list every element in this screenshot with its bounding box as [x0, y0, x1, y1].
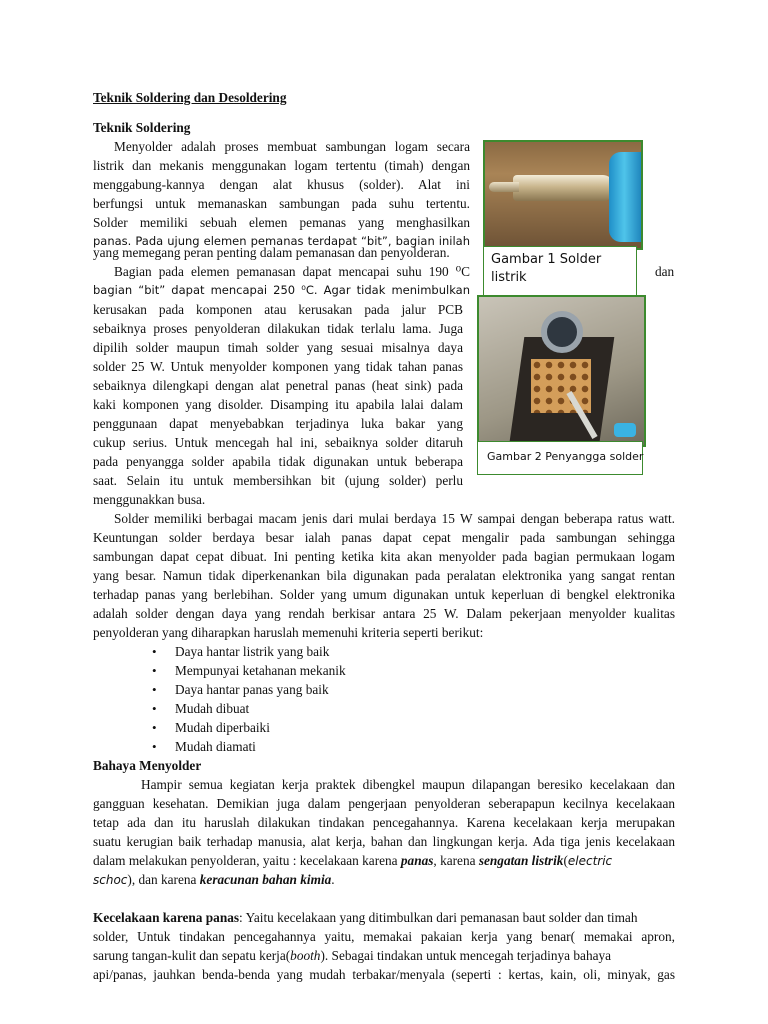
text-run: , karena — [433, 853, 479, 868]
paragraph-line: Menyolder adalah proses membuat sambungan logam secara — [114, 139, 470, 154]
paragraph-line: saat. Selain itu untuk membersihkan bit (ujung solder) perlu — [93, 473, 463, 488]
paragraph-line — [93, 908, 675, 927]
figure-soldering-iron — [483, 140, 643, 250]
paragraph-line: menggunakkan busa. — [93, 492, 206, 507]
paragraph-line — [93, 870, 335, 890]
text-run: ), dan karena — [127, 872, 200, 887]
bullet-symbol: • — [152, 720, 157, 735]
text-run: sarung tangan-kulit dan sepatu kerja( — [93, 948, 291, 963]
paragraph-line: suatu kerugian baik terhadap manusia, alat kerja, bahan dan lingkungan kerja. Ada tiga jenis kecelakaan — [93, 834, 675, 849]
text-run-italic: schoc — [93, 873, 128, 887]
paragraph-line: menggabung-kannya dengan alat khusus (solder). Alat ini — [93, 177, 470, 192]
paragraph-line: Solder memiliki berbagai macam jenis dari mulai berdaya 15 W sampai dengan beberapa ratus watt. — [114, 511, 675, 526]
text-run: : Yaitu kecelakaan yang ditimbulkan dari pemanasan baut solder dan timah — [239, 910, 638, 925]
bullet-symbol: • — [152, 663, 157, 678]
text-run-bold-italic: panas — [400, 853, 434, 868]
text-run: dalam melakukan penyolderan, yaitu : kecelakaan karena — [93, 853, 401, 868]
text-run-bold-italic: keracunan bahan kimia — [199, 872, 332, 887]
paragraph-line: yang memegang peran penting dalam pemanasan dan penyolderan. — [93, 245, 450, 260]
figure-1-caption: Gambar 1 Solder listrik — [491, 252, 602, 285]
paragraph-line: Bagian pada elemen pemanasan dapat mencapai suhu 190 ⁰C — [114, 264, 470, 279]
list-item: Daya hantar panas yang baik — [175, 682, 329, 697]
list-item: Mudah diamati — [175, 739, 256, 754]
paragraph-line: dipilih solder maupun timah solder yang sesuai misalnya daya — [93, 340, 463, 355]
paragraph-line: tetap ada dan itu haruslah dilakukan tindakan pencegahannya. Karena kecelakaan kerja merupakan — [93, 815, 675, 830]
text-run-italic: electric — [567, 854, 613, 868]
bullet-symbol: • — [152, 739, 157, 754]
paragraph-line: bagian “bit” dapat mencapai 250 ⁰C. Agar tidak menimbulkan — [93, 283, 470, 297]
paragraph-line: kerusakan pada komponen atau kerusakan pada jalur PCB — [93, 302, 463, 317]
paragraph-line: pada penyangga solder apabila tidak digunakan untuk beberapa — [93, 454, 463, 469]
paragraph-line: Keuntungan solder berdaya besar ialah panas dapat cepat mengalir pada sambungan sehingga — [93, 530, 675, 545]
section-heading-bahaya-menyolder: Bahaya Menyolder — [93, 758, 202, 773]
paragraph-line: terhadap panas yang berlebihan. Solder yang umum digunakan untuk keperluan di bengkel elektronika — [93, 587, 675, 602]
term-bold: Kecelakaan karena panas — [93, 910, 240, 925]
text-run: . — [331, 872, 335, 887]
paragraph-line: solder, Untuk tindakan pencegahannya yaitu, memakai pakaian kerja yang benar( memakai apron, — [93, 929, 675, 944]
paragraph-line: adalah solder dengan daya yang rendah berkisar antara 25 W. Dalam pekerjaan menyolder kualitas — [93, 606, 675, 621]
paragraph-line — [93, 851, 675, 871]
section-heading-teknik-soldering: Teknik Soldering — [93, 120, 191, 135]
list-item: Daya hantar listrik yang baik — [175, 644, 330, 659]
paragraph-line: sambungan dapat cepat dibuat. Ini penting ketika kita akan menyolder pada bagian permukaan logam — [93, 549, 675, 564]
text-run: ( — [563, 853, 568, 868]
paragraph-line — [93, 946, 611, 965]
text-run-bold-italic: sengatan listrik — [478, 853, 564, 868]
paragraph-line: panas. Pada ujung elemen pemanas terdapat “bit”, bagian inilah — [93, 234, 470, 248]
paragraph-line: api/panas, jauhkan benda-benda yang mudah terbakar/menyala (seperti : kertas, kain, oli, minyak, gas — [93, 967, 675, 982]
paragraph-line: gangguan kesehatan. Demikian juga dalam pengerjaan penyolderan seberapapun kecilnya kecelakaan — [93, 796, 675, 811]
paragraph-line: sebaiknya dilengkapi dengan alat penetral panas (heat sink) pada — [93, 378, 463, 393]
paragraph-line: listrik dan mekanis menggunakan logam tertentu (timah) dengan — [93, 158, 470, 173]
paragraph-line: berfungsi untuk memanaskan sambungan pada suhu tertentu. — [93, 196, 470, 211]
paragraph-line: kaki komponen yang disolder. Disamping itu apabila lalai dalam — [93, 397, 463, 412]
paragraph-line: solder 25 W. Untuk menyolder komponen yang tidak tahan panas — [93, 359, 463, 374]
bullet-symbol: • — [152, 701, 157, 716]
figure-solder-stand — [477, 295, 646, 447]
paragraph-line: Hampir semua kegiatan kerja praktek dibengkel maupun dilapangan beresiko kecelakaan dan — [141, 777, 675, 792]
list-item: Mudah dibuat — [175, 701, 250, 716]
list-item: Mudah diperbaiki — [175, 720, 270, 735]
paragraph-line: sebaiknya proses penyolderan dilakukan tidak terlalu lama. Juga — [93, 321, 463, 336]
paragraph-word-dan: dan — [655, 264, 675, 279]
paragraph-line: yang besar. Namun tidak diperkenankan bila digunakan pada peralatan elektronika yang sangat rentan — [93, 568, 675, 583]
paragraph-line: penggunaan dapat menyebabkan terjadinya luka bakar yang — [93, 416, 463, 431]
text-run-italic: booth — [290, 948, 321, 963]
list-item: Mempunyai ketahanan mekanik — [175, 663, 346, 678]
bullet-symbol: • — [152, 644, 157, 659]
paragraph-line: cukup serius. Untuk mencegah hal ini, sebaiknya solder ditaruh — [93, 435, 463, 450]
text-run: ). Sebagai tindakan untuk mencegah terjadinya bahaya — [320, 948, 612, 963]
figure-2-caption-box — [477, 441, 643, 475]
bullet-symbol: • — [152, 682, 157, 697]
figure-2-caption: Gambar 2 Penyangga solder — [487, 450, 644, 463]
paragraph-line: penyolderan yang diharapkan haruslah memenuhi kriteria seperti berikut: — [93, 625, 484, 640]
document-title: Teknik Soldering dan Desoldering — [93, 90, 287, 105]
figure-1-caption-box — [483, 246, 637, 298]
paragraph-line: Solder memiliki sebuah elemen pemanas yang menghasilkan — [93, 215, 470, 230]
